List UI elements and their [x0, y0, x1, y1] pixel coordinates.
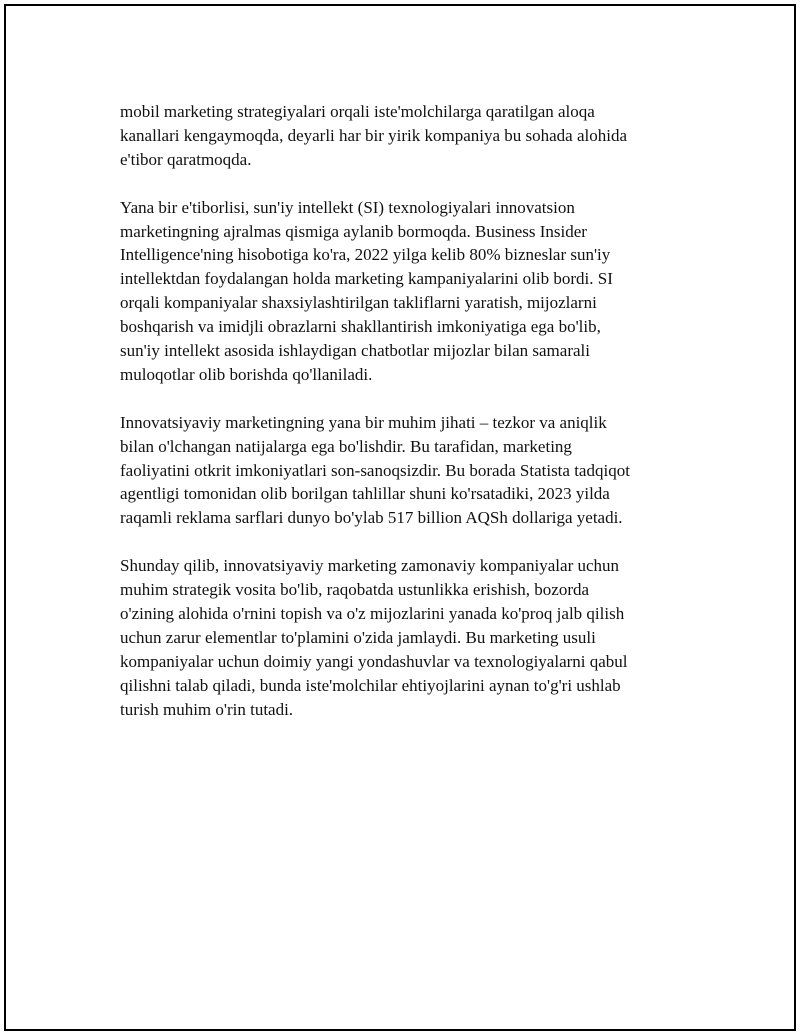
text-line: sun'iy intellekt asosida ishlaydigan chatbotlar mijozlar bilan samarali: [120, 341, 590, 361]
paragraph-1: [120, 100, 680, 172]
text-line: Innovatsiyaviy marketingning yana bir muhim jihati – tezkor va aniqlik: [120, 412, 607, 432]
page-frame: [4, 4, 796, 1031]
text-line: mobil marketing strategiyalari orqali iste'molchilarga qaratilgan aloqa: [120, 102, 595, 121]
text-line: o'zining alohida o'rnini topish va o'z mijozlarini yanada ko'proq jalb qilish: [120, 603, 625, 623]
text-line: muloqotlar olib borishda qo'llaniladi.: [120, 364, 373, 384]
paragraph-2: [120, 196, 680, 387]
text-line: faoliyatini otkrit imkoniyatlari son-sanoqsizdir. Bu borada Statista tadqiqot: [120, 460, 630, 480]
text-line: Yana bir e'tiborlisi, sun'iy intellekt (SI) texnologiyalari innovatsion: [120, 197, 575, 217]
text-line: turish muhim o'rin tutadi.: [120, 699, 294, 719]
text-line: marketingning ajralmas qismiga aylanib bormoqda. Business Insider: [120, 221, 587, 241]
text-line: uchun zarur elementlar to'plamini o'zida jamlaydi. Bu marketing usuli: [120, 627, 596, 647]
text-line: muhim strategik vosita bo'lib, raqobatda ustunlikka erishish, bozorda: [120, 580, 590, 600]
text-line: raqamli reklama sarflari dunyo bo'ylab 517 billion AQSh dollariga yetadi.: [120, 508, 623, 528]
paragraph-4: [120, 554, 680, 721]
text-line: kompaniyalar uchun doimiy yangi yondashuvlar va texnologiyalarni qabul: [120, 651, 628, 671]
text-line: bilan o'lchangan natijalarga ega bo'lishdir. Bu tarafidan, marketing: [120, 436, 572, 456]
paragraph-3: [120, 411, 680, 531]
text-line: qilishni talab qiladi, bunda iste'molchilar ehtiyojlarini aynan to'g'ri ushlab: [120, 675, 621, 695]
text-line: kanallari kengaymoqda, deyarli har bir yirik kompaniya bu sohada alohida: [120, 125, 628, 145]
text-line: agentligi tomonidan olib borilgan tahlillar shuni ko'rsatadiki, 2023 yilda: [120, 484, 610, 504]
text-line: orqali kompaniyalar shaxsiylashtirilgan takliflarni yaratish, mijozlarni: [120, 293, 597, 313]
text-line: Intelligence'ning hisobotiga ko'ra, 2022 yilga kelib 80% bizneslar sun'iy: [120, 245, 611, 265]
text-line: intellektdan foydalangan holda marketing kampaniyalarini olib bordi. SI: [120, 269, 613, 289]
text-line: boshqarish va imidjli obrazlarni shakllantirish imkoniyatiga ega bo'lib,: [120, 317, 601, 337]
text-line: Shunday qilib, innovatsiyaviy marketing zamonaviy kompaniyalar uchun: [120, 556, 620, 576]
document-body: [120, 100, 680, 745]
text-line: e'tibor qaratmoqda.: [120, 149, 252, 169]
